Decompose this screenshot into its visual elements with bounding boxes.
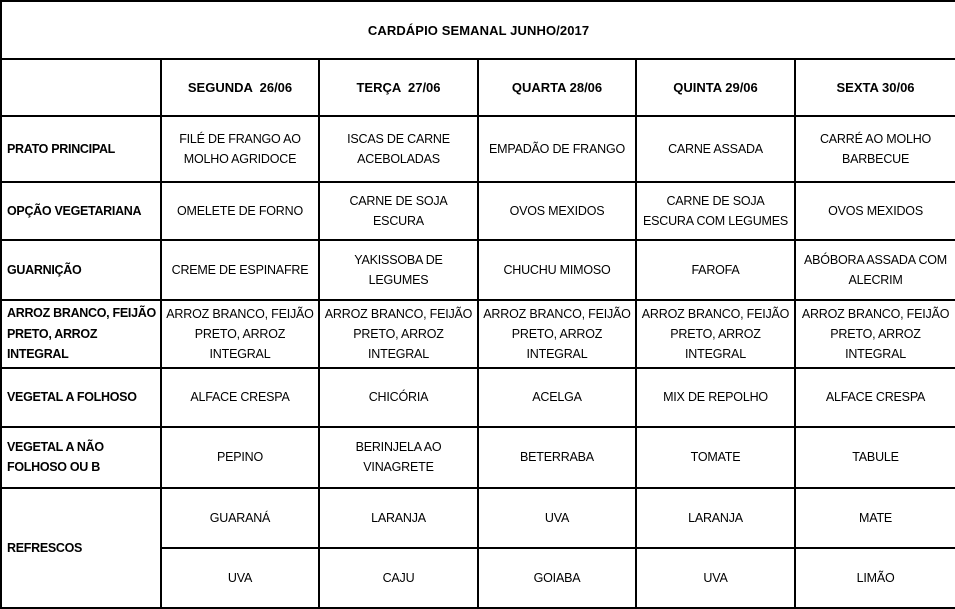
menu-row-prato-principal: [1, 116, 955, 182]
menu-cell: FILÉ DE FRANGO AO MOLHO AGRIDOCE: [161, 116, 319, 182]
menu-cell: PEPINO: [161, 427, 319, 488]
menu-cell: OMELETE DE FORNO: [161, 182, 319, 240]
menu-row-vegetal-nao-folhoso: [1, 427, 955, 488]
menu-cell: LARANJA: [636, 488, 795, 548]
menu-cell: LARANJA: [319, 488, 478, 548]
menu-cell: ARROZ BRANCO, FEIJÃO PRETO, ARROZ INTEGRAL: [161, 300, 319, 368]
row-label: PRATO PRINCIPAL: [1, 116, 161, 182]
menu-cell: LIMÃO: [795, 548, 955, 608]
row-label: VEGETAL A FOLHOSO: [1, 368, 161, 427]
header-row: [1, 59, 955, 116]
menu-cell: ARROZ BRANCO, FEIJÃO PRETO, ARROZ INTEGRAL: [478, 300, 636, 368]
menu-cell: CHUCHU MIMOSO: [478, 240, 636, 300]
menu-row-guarnicao: [1, 240, 955, 300]
menu-cell: UVA: [478, 488, 636, 548]
menu-cell: TOMATE: [636, 427, 795, 488]
menu-cell: TABULE: [795, 427, 955, 488]
menu-cell: ALFACE CRESPA: [161, 368, 319, 427]
menu-cell: CARNE DE SOJA ESCURA: [319, 182, 478, 240]
menu-cell: BETERRABA: [478, 427, 636, 488]
menu-cell: OVOS MEXIDOS: [478, 182, 636, 240]
title-row: [1, 1, 955, 59]
menu-cell: CARNE DE SOJA ESCURA COM LEGUMES: [636, 182, 795, 240]
menu-cell: ARROZ BRANCO, FEIJÃO PRETO, ARROZ INTEGRAL: [795, 300, 955, 368]
corner-cell: [1, 59, 161, 116]
row-label: VEGETAL A NÃO FOLHOSO OU B: [1, 427, 161, 488]
day-header-wednesday: QUARTA 28/06: [478, 59, 636, 116]
menu-cell: UVA: [161, 548, 319, 608]
menu-cell: GUARANÁ: [161, 488, 319, 548]
menu-cell: UVA: [636, 548, 795, 608]
menu-cell: YAKISSOBA DE LEGUMES: [319, 240, 478, 300]
menu-cell: CHICÓRIA: [319, 368, 478, 427]
day-header-friday: SEXTA 30/06: [795, 59, 955, 116]
table-title: CARDÁPIO SEMANAL JUNHO/2017: [1, 1, 955, 59]
menu-cell: FAROFA: [636, 240, 795, 300]
day-header-thursday: QUINTA 29/06: [636, 59, 795, 116]
menu-cell: ARROZ BRANCO, FEIJÃO PRETO, ARROZ INTEGRAL: [319, 300, 478, 368]
menu-cell: MIX DE REPOLHO: [636, 368, 795, 427]
menu-cell: EMPADÃO DE FRANGO: [478, 116, 636, 182]
day-header-monday: SEGUNDA 26/06: [161, 59, 319, 116]
menu-cell: CARNE ASSADA: [636, 116, 795, 182]
menu-cell: CREME DE ESPINAFRE: [161, 240, 319, 300]
menu-cell: CARRÉ AO MOLHO BARBECUE: [795, 116, 955, 182]
menu-cell: ISCAS DE CARNE ACEBOLADAS: [319, 116, 478, 182]
menu-cell: ARROZ BRANCO, FEIJÃO PRETO, ARROZ INTEGRAL: [636, 300, 795, 368]
menu-cell: CAJU: [319, 548, 478, 608]
menu-cell: OVOS MEXIDOS: [795, 182, 955, 240]
menu-cell: MATE: [795, 488, 955, 548]
row-label: GUARNIÇÃO: [1, 240, 161, 300]
menu-cell: GOIABA: [478, 548, 636, 608]
menu-cell: ACELGA: [478, 368, 636, 427]
row-label: ARROZ BRANCO, FEIJÃO PRETO, ARROZ INTEGRAL: [1, 300, 161, 368]
menu-cell: ABÓBORA ASSADA COM ALECRIM: [795, 240, 955, 300]
row-label: OPÇÃO VEGETARIANA: [1, 182, 161, 240]
menu-row-arroz-feijao: [1, 300, 955, 368]
menu-row-refrescos-1: [1, 488, 955, 548]
menu-row-opcao-vegetariana: [1, 182, 955, 240]
menu-row-vegetal-folhoso: [1, 368, 955, 427]
row-label: REFRESCOS: [1, 488, 161, 608]
menu-cell: BERINJELA AO VINAGRETE: [319, 427, 478, 488]
menu-cell: ALFACE CRESPA: [795, 368, 955, 427]
day-header-tuesday: TERÇA 27/06: [319, 59, 478, 116]
